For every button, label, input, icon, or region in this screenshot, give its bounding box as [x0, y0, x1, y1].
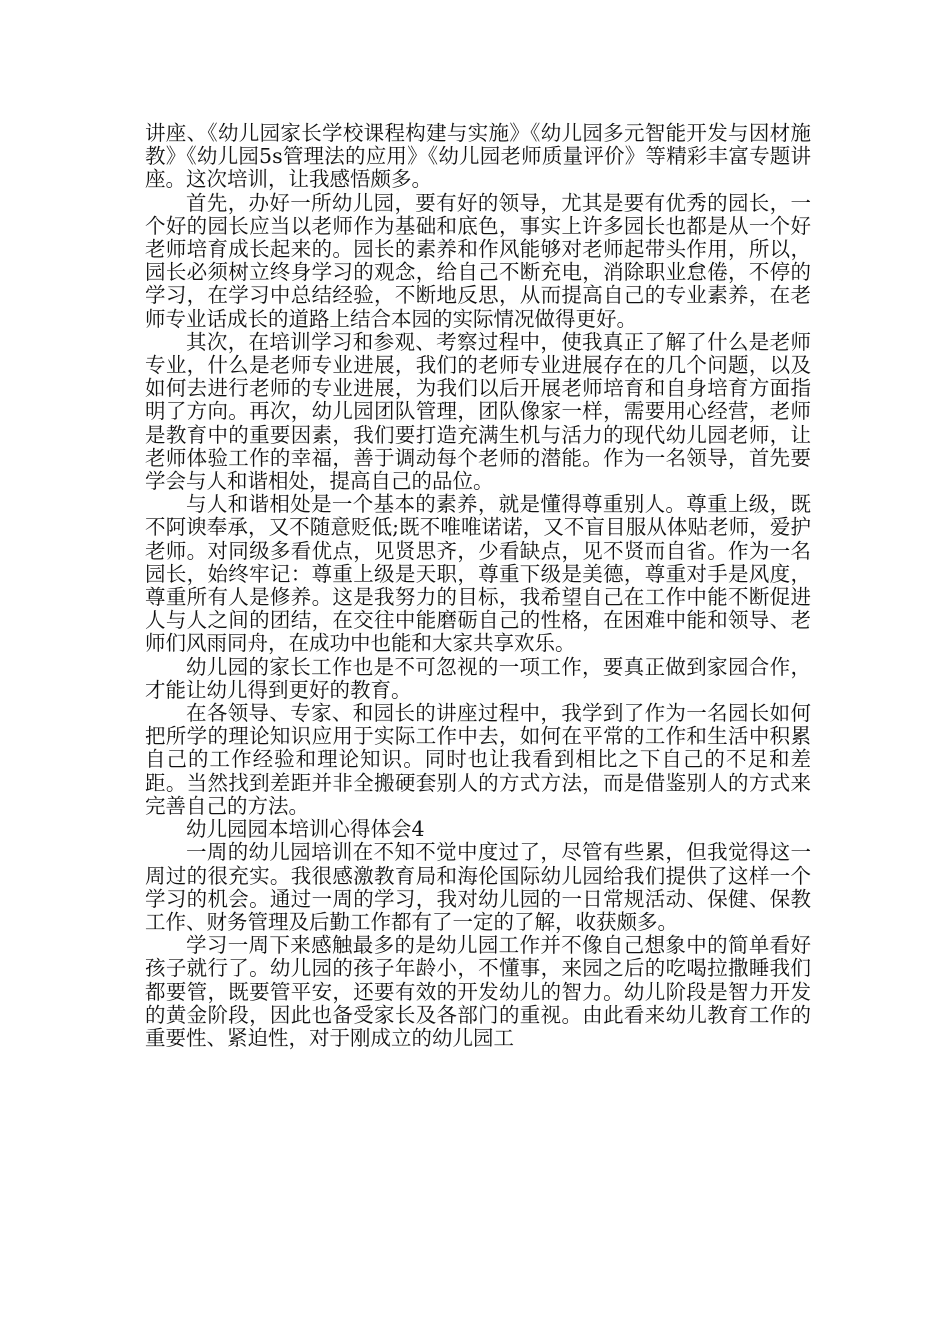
paragraph-8: 学习一周下来感触最多的是幼儿园工作并不像自己想象中的简单看好孩子就行了。幼儿园的孩子年龄小，不懂事，来园之后的吃喝拉撒睡我们都要管，既要管平安，还要有效的开发幼儿的智力。幼儿阶段是智力开发的黄金阶段，因此也备受家长及各部门的重视。由此看来幼儿教育工作的重要性、紧迫性，对于刚成立的幼儿园工: [145, 933, 811, 1050]
paragraph-2: 首先，办好一所幼儿园，要有好的领导，尤其是要有优秀的园长，一个好的园长应当以老师作为基础和底色，事实上许多园长也都是从一个好老师培育成长起来的。园长的素养和作风能够对老师起带头作用，所以，园长必须树立终身学习的观念，给自己不断充电，消除职业怠倦，不停的学习，在学习中总结经验，不断地反思，从而提高自己的专业素养，在老师专业话成长的道路上结合本园的实际情况做得更好。: [145, 190, 811, 331]
paragraph-5: 幼儿园的家长工作也是不可忽视的一项工作，要真正做到家园合作，才能让幼儿得到更好的教育。: [145, 654, 811, 702]
paragraph-4: 与人和谐相处是一个基本的素养，就是懂得尊重别人。尊重上级，既不阿谀奉承，又不随意贬低;既不唯唯诺诺，又不盲目服从体贴老师，爱护老师。对同级多看优点，见贤思齐，少看缺点，见不贤而自省。作为一名园长，始终牢记：尊重上级是天职，尊重下级是美德，尊重对手是风度，尊重所有人是修养。这是我努力的目标，我希望自己在工作中能不断促进人与人之间的团结，在交往中能磨砺自己的性格，在困难中能和领导、老师们风雨同舟，在成功中也能和大家共享欢乐。: [145, 492, 811, 656]
section-heading: 幼儿园园本培训心得体会4: [186, 817, 425, 842]
paragraph-1: 讲座、《幼儿园家长学校课程构建与实施》《幼儿园多元智能开发与因材施教》《幼儿园5s管理法的应用》《幼儿园老师质量评价》等精彩丰富专题讲座。这次培训，让我感悟颇多。: [145, 121, 811, 192]
paragraph-6: 在各领导、专家、和园长的讲座过程中，我学到了作为一名园长如何把所学的理论知识应用于实际工作中去，如何在平常的工作和生活中积累自己的工作经验和理论知识。同时也让我看到相比之下自己的不足和差距。当然找到差距并非全搬硬套别人的方式方法，而是借鉴别人的方式来完善自己的方法。: [145, 701, 811, 818]
document-body: [145, 122, 811, 1050]
paragraph-7: 一周的幼儿园培训在不知不觉中度过了，尽管有些累，但我觉得这一周过的很充实。我很感激教育局和海伦国际幼儿园给我们提供了这样一个学习的机会。通过一周的学习，我对幼儿园的一日常规活动、保健、保教工作、财务管理及后勤工作都有了一定的了解，收获颇多。: [145, 840, 811, 934]
paragraph-3: 其次，在培训学习和参观、考察过程中，使我真正了解了什么是老师专业，什么是老师专业进展，我们的老师专业进展存在的几个问题，以及如何去进行老师的专业进展，为我们以后开展老师培育和自身培育方面指明了方向。再次，幼儿园团队管理，团队像家一样，需要用心经营，老师是教育中的重要因素，我们要打造充满生机与活力的现代幼儿园老师，让老师体验工作的幸福，善于调动每个老师的潜能。作为一名领导，首先要学会与人和谐相处，提高自己的品位。: [145, 329, 811, 494]
